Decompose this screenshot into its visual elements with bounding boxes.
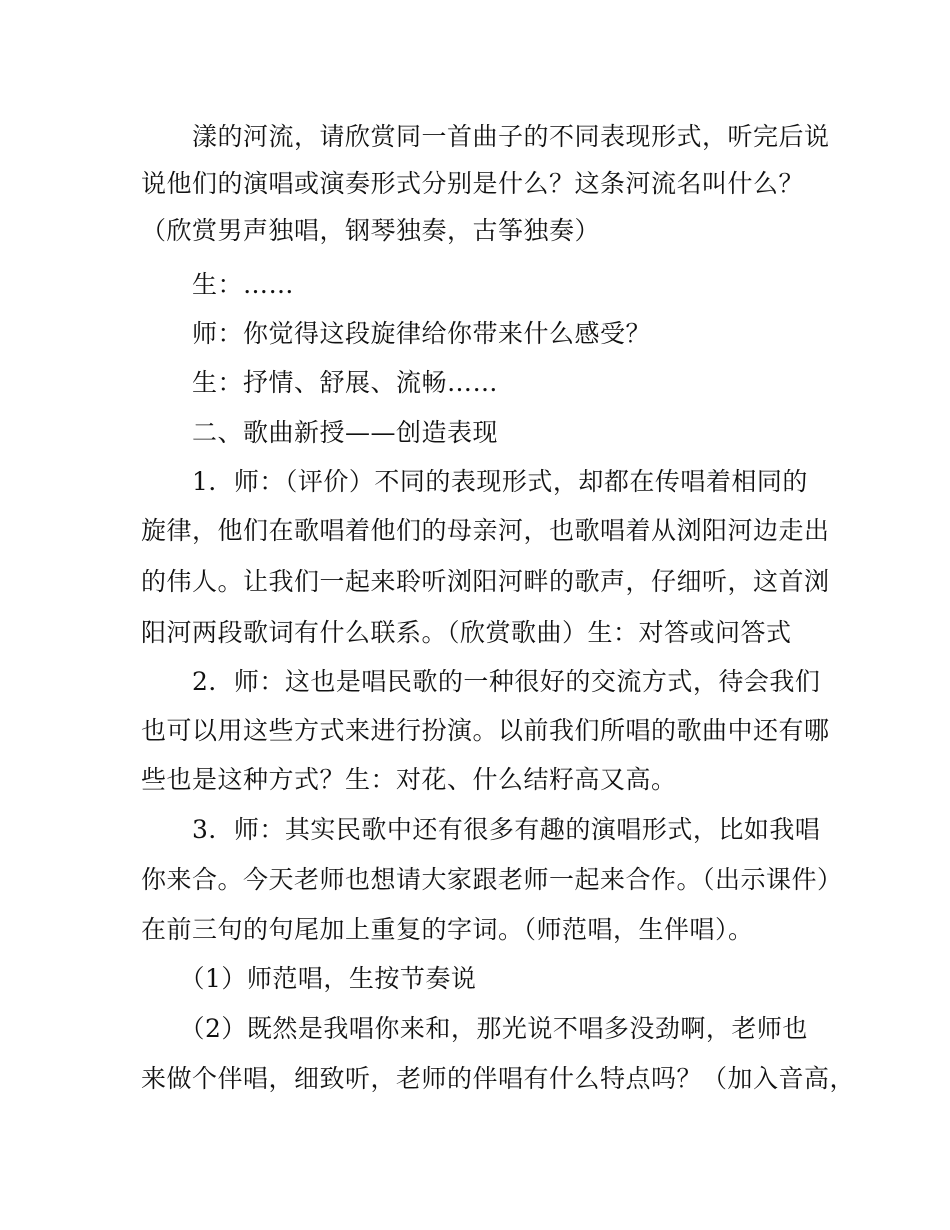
paragraph-line: （2）既然是我唱你来和，那光说不唱多没劲啊，老师也: [141, 1014, 808, 1043]
paragraph-line: 说他们的演唱或演奏形式分别是什么？这条河流名叫什么？: [141, 169, 805, 198]
paragraph-line: 师：你觉得这段旋律给你带来什么感受？: [141, 319, 652, 348]
section-heading: 二、歌曲新授——创造表现: [141, 418, 499, 447]
paragraph-line: 生：抒情、舒展、流畅……: [141, 368, 499, 397]
paragraph-line: 漾的河流，请欣赏同一首曲子的不同表现形式，听完后说: [141, 122, 830, 151]
paragraph-line: （1）师范唱，生按节奏说: [141, 964, 477, 993]
paragraph-line: 旋律，他们在歌唱着他们的母亲河，也歌唱着从浏阳河边走出: [141, 516, 830, 545]
paragraph-line: 的伟人。让我们一起来聆听浏阳河畔的歌声，仔细听，这首浏: [141, 567, 830, 596]
paragraph-line: （欣赏男声独唱，钢琴独奏，古筝独奏）: [141, 216, 601, 245]
paragraph-line: 1．师：（评价）不同的表现形式，却都在传唱着相同的: [141, 467, 808, 496]
paragraph-line: 3．师：其实民歌中还有很多有趣的演唱形式，比如我唱: [141, 815, 821, 844]
paragraph-line: 在前三句的句尾加上重复的字词。（师范唱，生伴唱）。: [141, 915, 754, 944]
paragraph-line: 你来合。今天老师也想请大家跟老师一起来合作。（出示课件）: [141, 865, 843, 894]
paragraph-line: 阳河两段歌词有什么联系。（欣赏歌曲）生：对答或问答式: [141, 618, 792, 647]
paragraph-line: 也可以用这些方式来进行扮演。以前我们所唱的歌曲中还有哪: [141, 716, 830, 745]
paragraph-line: 生：……: [141, 270, 295, 299]
paragraph-line: 2．师：这也是唱民歌的一种很好的交流方式，待会我们: [141, 667, 821, 696]
paragraph-line: 些也是这种方式？生：对花、什么结籽高又高。: [141, 765, 677, 794]
paragraph-line: 来做个伴唱，细致听，老师的伴唱有什么特点吗？（加入音高，: [141, 1064, 856, 1093]
